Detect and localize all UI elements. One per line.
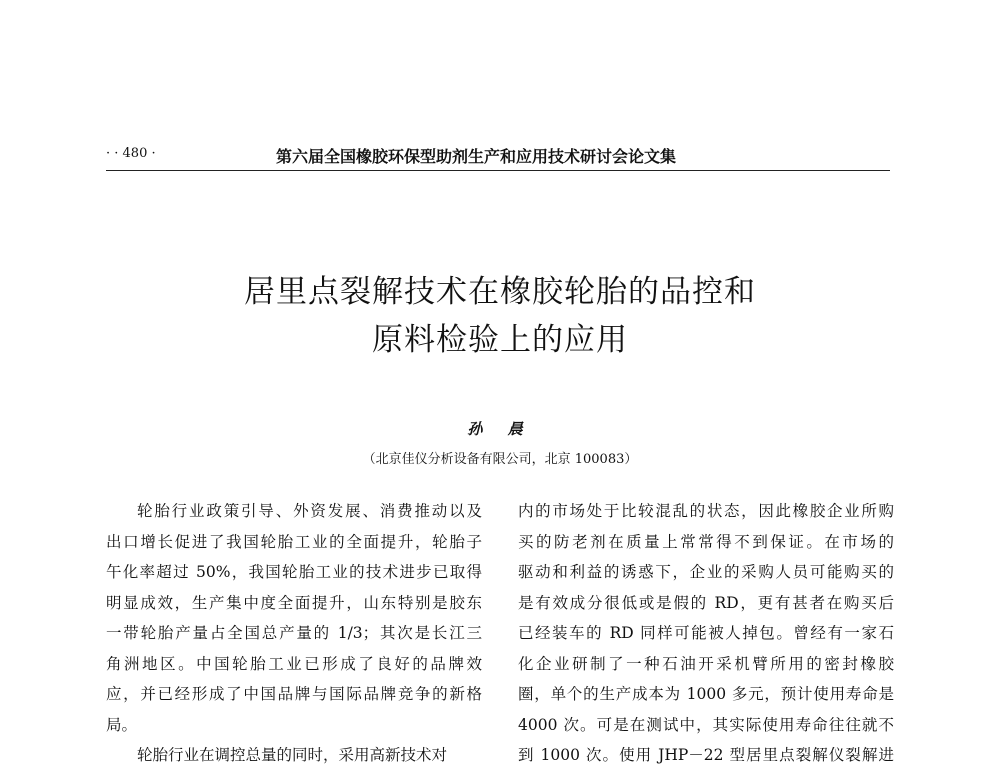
body-line: 内的市场处于比较混乱的状态，因此橡胶企业所购: [518, 502, 894, 520]
author-name: 孙 晨: [467, 420, 533, 438]
page-number: · · 480 ·: [106, 146, 156, 161]
body-line: 角洲地区。中国轮胎工业已形成了良好的品牌效: [106, 654, 482, 673]
running-header: [106, 144, 890, 166]
body-line: 轮胎行业政策引导、外资发展、消费推动以及: [137, 502, 482, 520]
body-line: 化企业研制了一种石油开采机臂所用的密封橡胶: [518, 654, 894, 673]
article-title: [0, 268, 1000, 364]
body-line: 圈，单个的生产成本为 1000 多元，预计使用寿命是: [518, 685, 894, 703]
header-rule: [106, 170, 890, 171]
body-line: 轮胎行业在调控总量的同时，采用高新技术对: [137, 746, 448, 764]
title-line-1: 居里点裂解技术在橡胶轮胎的品控和: [244, 274, 756, 310]
right-column: [518, 496, 894, 771]
body-line: 已经装车的 RD 同样可能被人掉包。曾经有一家石: [518, 624, 894, 642]
body-line: 午化率超过 50%，我国轮胎工业的技术进步已取得: [106, 563, 482, 581]
body-line: 应，并已经形成了中国品牌与国际品牌竞争的新格: [106, 685, 482, 703]
body-line: 明显成效，生产集中度全面提升，山东特别是胶东: [106, 593, 482, 612]
body-line: 一带轮胎产量占全国总产量的 1/3；其次是长江三: [106, 624, 482, 642]
body-line: 买的防老剂在质量上常常得不到保证。在市场的: [518, 532, 894, 551]
title-line-2: 原料检验上的应用: [372, 322, 628, 358]
author-affiliation: （北京佳仪分析设备有限公司，北京 100083）: [362, 452, 638, 467]
body-line: 局。: [106, 715, 138, 734]
body-line: 到 1000 次。使用 JHP－22 型居里点裂解仪裂解进: [518, 746, 894, 764]
body-line: 出口增长促进了我国轮胎工业的全面提升，轮胎子: [106, 532, 482, 551]
body-line: 是有效成分很低或是假的 RD，更有甚者在购买后: [518, 593, 894, 612]
running-title: 第六届全国橡胶环保型助剂生产和应用技术研讨会论文集: [276, 147, 677, 166]
body-line: 驱动和利益的诱惑下，企业的采购人员可能购买的: [518, 563, 894, 581]
body-line: 4000 次。可是在测试中，其实际使用寿命往往就不: [518, 715, 894, 734]
left-column: [106, 496, 482, 771]
